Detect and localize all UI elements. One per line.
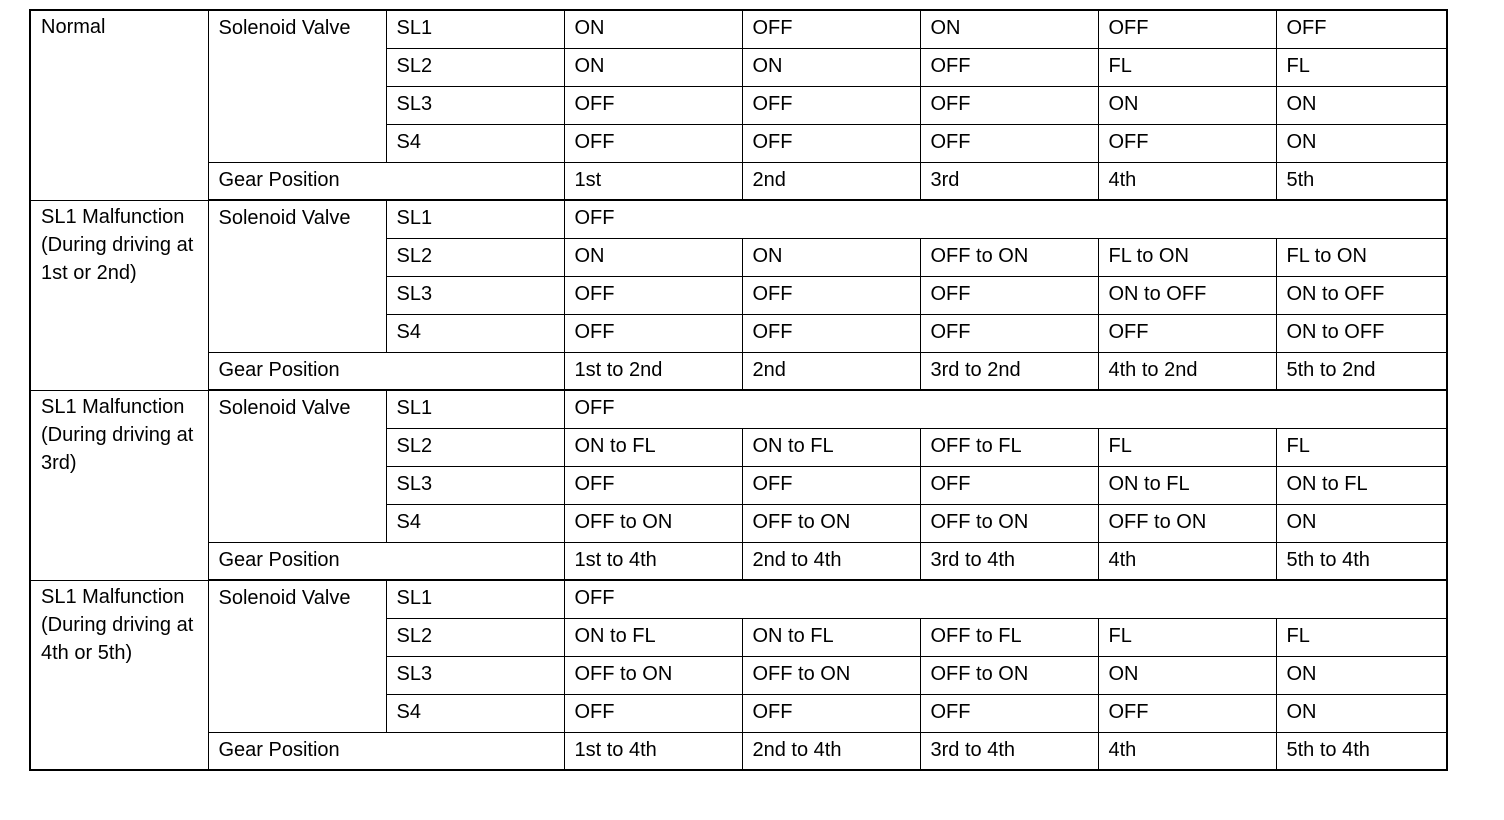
- valve-state-cell: ON to OFF: [1276, 314, 1447, 352]
- valve-state-cell: OFF: [564, 276, 742, 314]
- valve-state-cell: OFF: [564, 694, 742, 732]
- valve-state-cell: ON: [1276, 124, 1447, 162]
- gear-position-label: Gear Position: [208, 162, 564, 200]
- valve-state-cell: OFF: [1098, 124, 1276, 162]
- valve-name: SL1: [386, 200, 564, 238]
- valve-state-cell: OFF: [564, 86, 742, 124]
- gear-position-cell: 2nd to 4th: [742, 732, 920, 770]
- valve-state-cell: OFF: [920, 314, 1098, 352]
- valve-name: SL2: [386, 428, 564, 466]
- gear-position-cell: 1st to 2nd: [564, 352, 742, 390]
- valve-row: [30, 200, 1447, 238]
- valve-name: SL2: [386, 618, 564, 656]
- valve-state-cell: OFF: [564, 580, 1447, 618]
- gear-position-cell: 5th to 2nd: [1276, 352, 1447, 390]
- valve-state-cell: OFF to ON: [920, 656, 1098, 694]
- valve-state-cell: OFF: [1276, 10, 1447, 48]
- valve-state-cell: OFF: [1098, 694, 1276, 732]
- gear-position-cell: 1st: [564, 162, 742, 200]
- gear-position-cell: 1st to 4th: [564, 542, 742, 580]
- valve-state-cell: OFF to ON: [742, 656, 920, 694]
- valve-state-cell: OFF: [1098, 314, 1276, 352]
- valve-state-cell: OFF to ON: [564, 504, 742, 542]
- condition-label: SL1 Malfunction (During driving at 3rd): [30, 390, 208, 580]
- valve-state-cell: OFF: [564, 390, 1447, 428]
- gear-position-cell: 3rd to 4th: [920, 542, 1098, 580]
- valve-row: [30, 10, 1447, 48]
- valve-state-cell: OFF to ON: [920, 238, 1098, 276]
- gear-position-row: [30, 542, 1447, 580]
- valve-state-cell: FL: [1276, 48, 1447, 86]
- gear-position-cell: 2nd to 4th: [742, 542, 920, 580]
- valve-state-cell: OFF: [742, 86, 920, 124]
- valve-state-cell: OFF: [920, 466, 1098, 504]
- valve-state-cell: ON to FL: [742, 428, 920, 466]
- condition-label: SL1 Malfunction (During driving at 4th or 5th): [30, 580, 208, 770]
- valve-name: S4: [386, 504, 564, 542]
- valve-state-cell: OFF: [920, 694, 1098, 732]
- valve-state-cell: ON to FL: [742, 618, 920, 656]
- valve-name: SL3: [386, 466, 564, 504]
- valve-state-cell: FL to ON: [1098, 238, 1276, 276]
- valve-name: SL1: [386, 580, 564, 618]
- valve-name: SL3: [386, 86, 564, 124]
- valve-state-cell: OFF: [742, 10, 920, 48]
- valve-name: S4: [386, 694, 564, 732]
- valve-state-cell: OFF to ON: [920, 504, 1098, 542]
- valve-row: [30, 390, 1447, 428]
- gear-position-label: Gear Position: [208, 542, 564, 580]
- gear-position-cell: 4th: [1098, 542, 1276, 580]
- valve-state-cell: OFF: [920, 86, 1098, 124]
- solenoid-valve-label: Solenoid Valve: [208, 390, 386, 542]
- valve-state-cell: OFF: [742, 466, 920, 504]
- gear-position-label: Gear Position: [208, 352, 564, 390]
- valve-state-cell: ON: [564, 238, 742, 276]
- solenoid-valve-label: Solenoid Valve: [208, 200, 386, 352]
- gear-position-cell: 5th: [1276, 162, 1447, 200]
- valve-name: SL2: [386, 48, 564, 86]
- gear-position-row: [30, 352, 1447, 390]
- valve-state-cell: OFF: [920, 48, 1098, 86]
- valve-state-cell: FL: [1276, 618, 1447, 656]
- valve-state-cell: OFF: [564, 466, 742, 504]
- gear-position-cell: 3rd: [920, 162, 1098, 200]
- gear-position-cell: 5th to 4th: [1276, 732, 1447, 770]
- valve-state-cell: FL: [1276, 428, 1447, 466]
- valve-name: S4: [386, 314, 564, 352]
- valve-state-cell: FL: [1098, 48, 1276, 86]
- valve-state-cell: OFF to FL: [920, 618, 1098, 656]
- gear-position-cell: 2nd: [742, 162, 920, 200]
- valve-name: SL3: [386, 276, 564, 314]
- valve-state-cell: OFF to FL: [920, 428, 1098, 466]
- valve-state-cell: ON to FL: [564, 618, 742, 656]
- valve-state-cell: ON to FL: [1276, 466, 1447, 504]
- valve-state-cell: OFF to ON: [1098, 504, 1276, 542]
- valve-state-cell: OFF: [920, 124, 1098, 162]
- valve-state-cell: ON: [1276, 86, 1447, 124]
- valve-state-cell: FL: [1098, 428, 1276, 466]
- valve-state-cell: ON to FL: [1098, 466, 1276, 504]
- gear-position-cell: 4th to 2nd: [1098, 352, 1276, 390]
- condition-label: Normal: [30, 10, 208, 200]
- valve-state-cell: ON to OFF: [1276, 276, 1447, 314]
- solenoid-operation-table: [29, 9, 1448, 771]
- valve-state-cell: OFF to ON: [564, 656, 742, 694]
- gear-position-cell: 4th: [1098, 162, 1276, 200]
- solenoid-valve-label: Solenoid Valve: [208, 580, 386, 732]
- valve-name: SL2: [386, 238, 564, 276]
- gear-position-cell: 2nd: [742, 352, 920, 390]
- valve-state-cell: FL: [1098, 618, 1276, 656]
- valve-state-cell: ON to FL: [564, 428, 742, 466]
- valve-state-cell: ON: [1276, 656, 1447, 694]
- valve-state-cell: OFF: [742, 124, 920, 162]
- valve-state-cell: ON: [1098, 86, 1276, 124]
- valve-state-cell: ON: [742, 48, 920, 86]
- gear-position-cell: 3rd to 2nd: [920, 352, 1098, 390]
- valve-state-cell: OFF: [564, 200, 1447, 238]
- valve-name: SL3: [386, 656, 564, 694]
- valve-state-cell: ON: [564, 10, 742, 48]
- valve-state-cell: OFF: [742, 276, 920, 314]
- valve-state-cell: ON: [1276, 504, 1447, 542]
- valve-state-cell: OFF: [742, 694, 920, 732]
- valve-state-cell: ON: [920, 10, 1098, 48]
- valve-state-cell: OFF: [564, 314, 742, 352]
- solenoid-valve-label: Solenoid Valve: [208, 10, 386, 162]
- valve-name: SL1: [386, 10, 564, 48]
- gear-position-row: [30, 732, 1447, 770]
- valve-state-cell: OFF: [1098, 10, 1276, 48]
- condition-label: SL1 Malfunction (During driving at 1st or 2nd): [30, 200, 208, 390]
- valve-state-cell: ON to OFF: [1098, 276, 1276, 314]
- valve-state-cell: ON: [1276, 694, 1447, 732]
- valve-name: SL1: [386, 390, 564, 428]
- valve-state-cell: ON: [742, 238, 920, 276]
- gear-position-label: Gear Position: [208, 732, 564, 770]
- gear-position-cell: 4th: [1098, 732, 1276, 770]
- valve-state-cell: OFF to ON: [742, 504, 920, 542]
- valve-name: S4: [386, 124, 564, 162]
- valve-state-cell: ON: [564, 48, 742, 86]
- valve-state-cell: OFF: [742, 314, 920, 352]
- gear-position-cell: 1st to 4th: [564, 732, 742, 770]
- valve-state-cell: OFF: [920, 276, 1098, 314]
- valve-state-cell: OFF: [564, 124, 742, 162]
- valve-row: [30, 580, 1447, 618]
- gear-position-cell: 3rd to 4th: [920, 732, 1098, 770]
- valve-state-cell: ON: [1098, 656, 1276, 694]
- gear-position-row: [30, 162, 1447, 200]
- table-body: [30, 10, 1447, 770]
- valve-state-cell: FL to ON: [1276, 238, 1447, 276]
- gear-position-cell: 5th to 4th: [1276, 542, 1447, 580]
